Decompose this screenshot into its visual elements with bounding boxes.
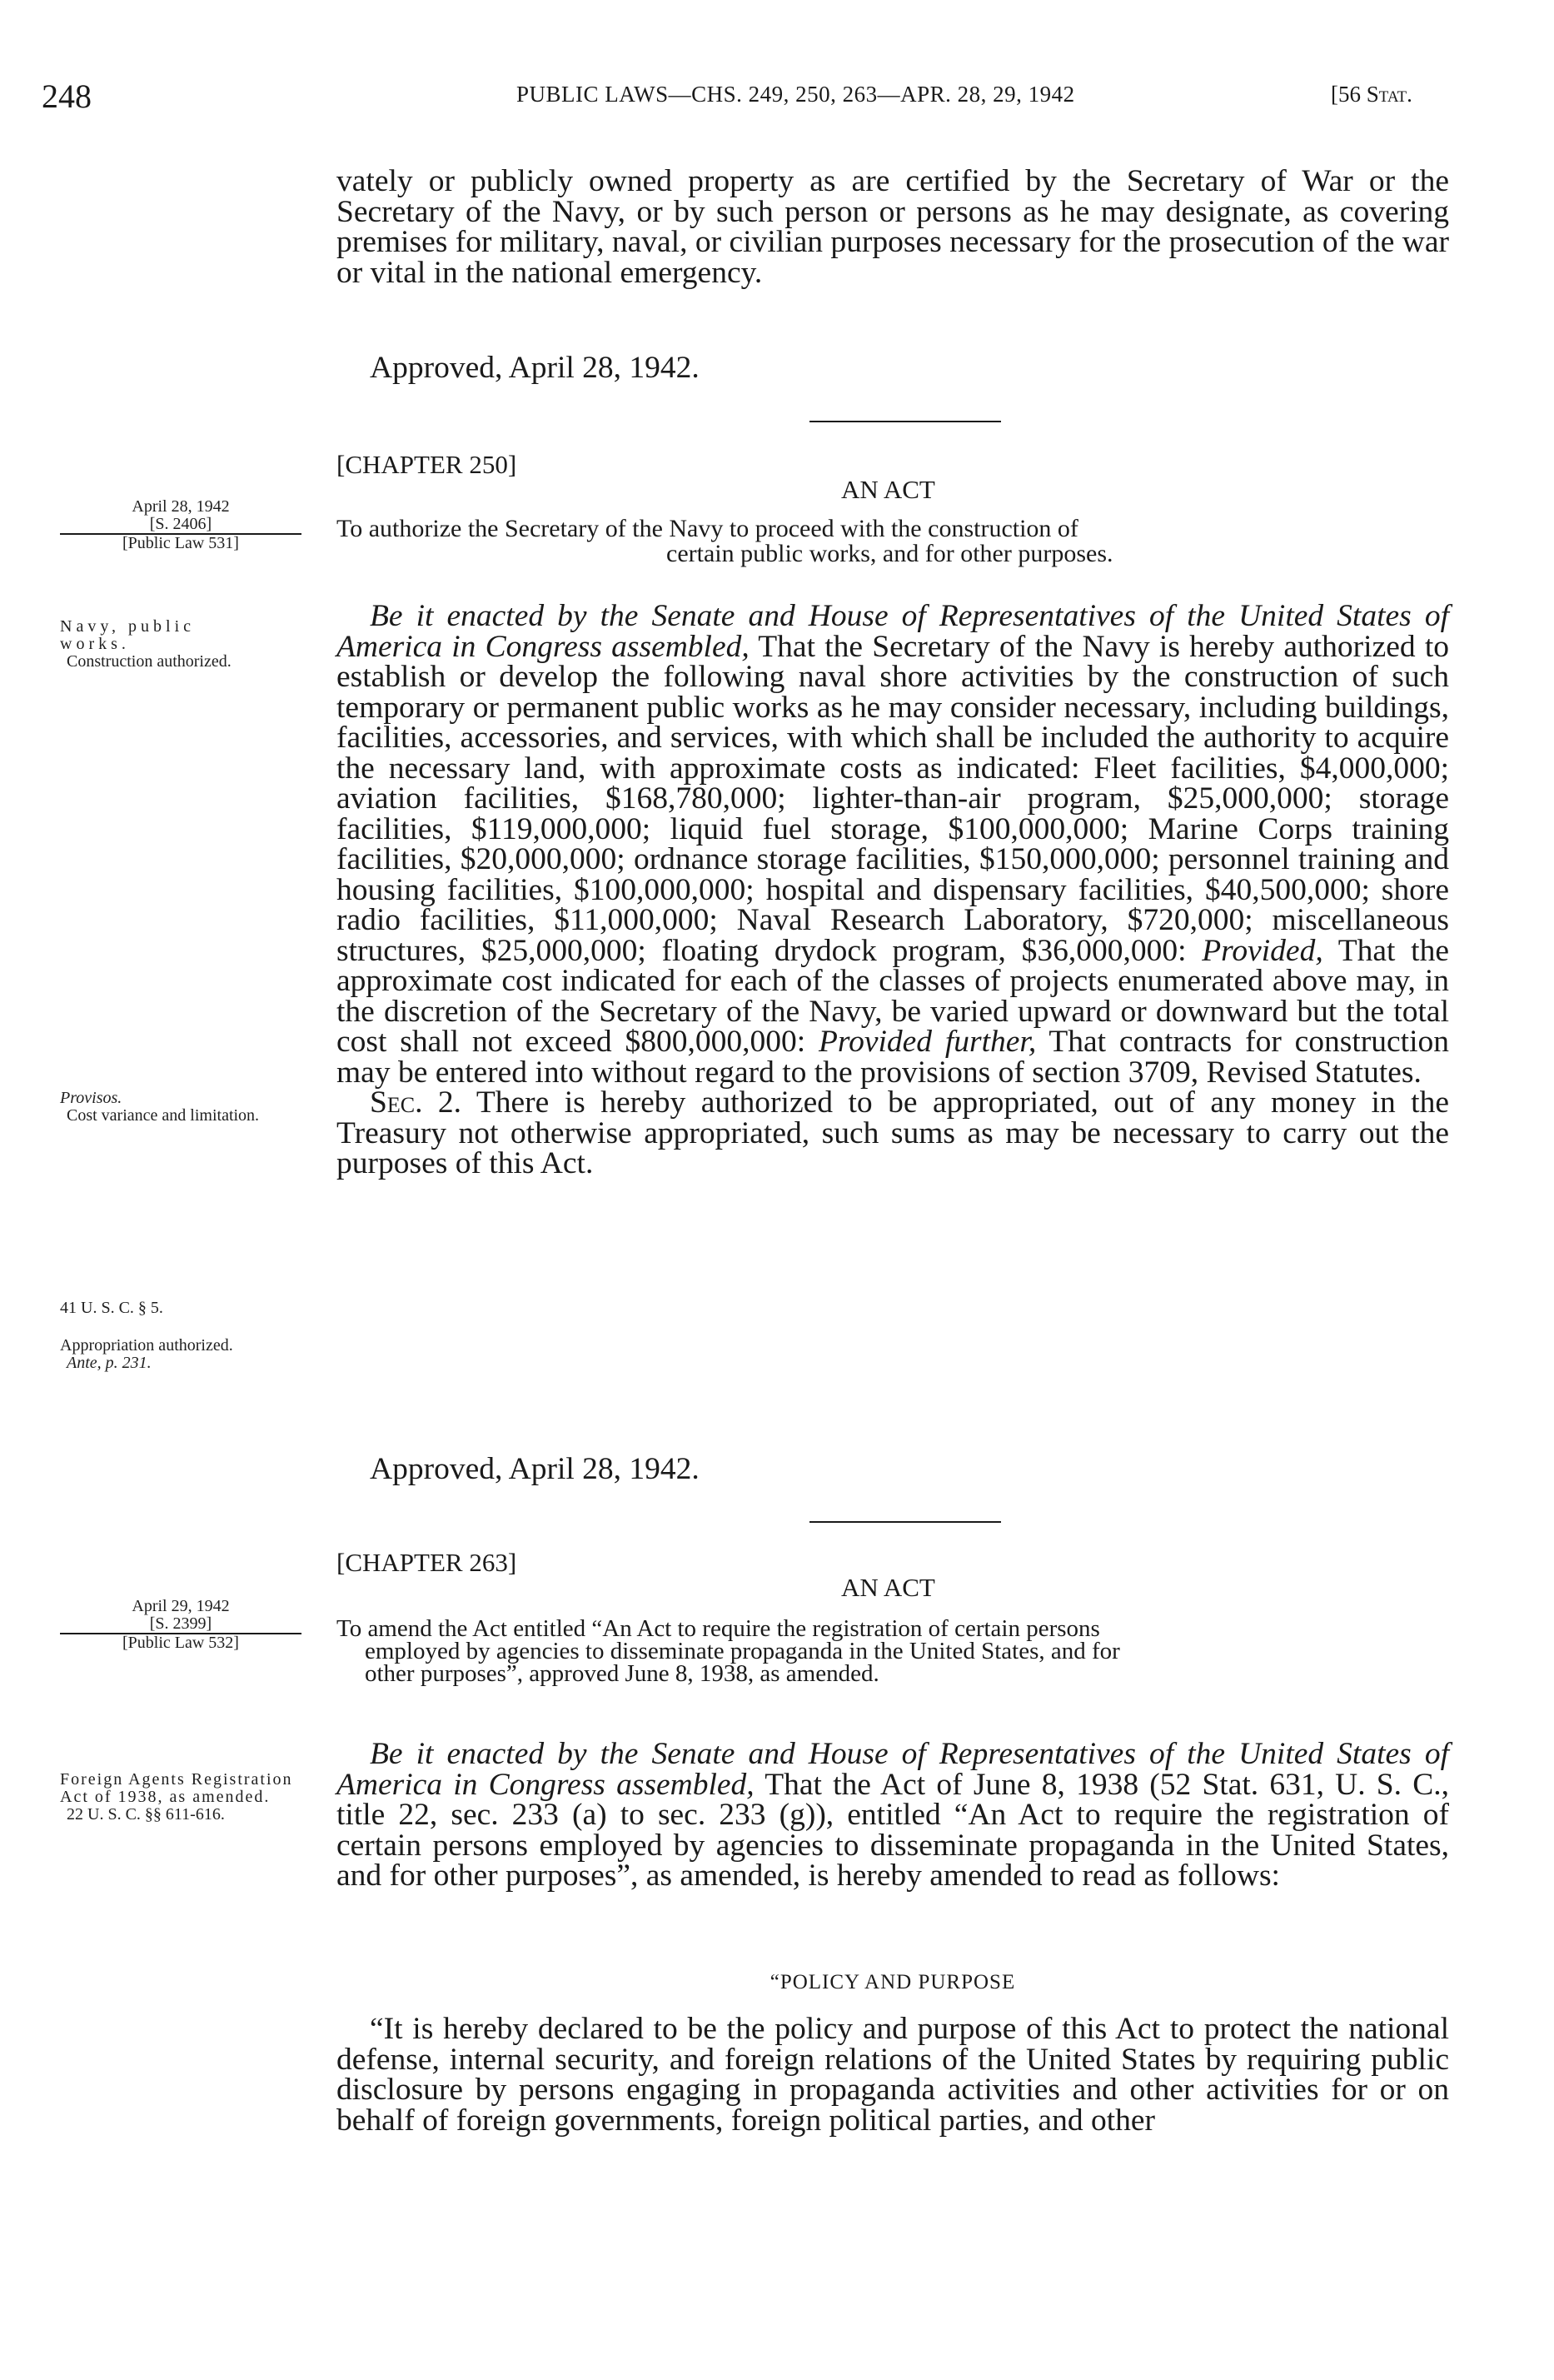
chapter-250-body: Be it enacted by the Senate and House of Representatives of the United States of America in Congress assembled, That the Secretary of the Navy is hereby authorized to establish or develop the following naval shore activities by the construction of such temporary or permanent public works as he may consider necessary, including buildings, facilities, accessories, and services, with which shall be included the authority to acquire the necessary land, with approximate costs as indicated: Fleet facilities, $4,000,000; aviation facilities, $168,780,000; lighter-than-air program, $25,000,000; storage facilities, $119,000,000; liquid fuel storage, $100,000,000; Marine Corps training facilities, $20,000,000; ordnance storage facilities, $150,000,000; personnel training and housing facilities, $100,000,000; hospital and dispensary facilities, $40,500,000; shore radio facilities, $11,000,000; Naval Research Laboratory, $720,000; miscellaneous structures, $25,000,000; floating drydock program, $36,000,000: Provided, That the approximate cost indicated for each of the classes of projects enumerated above may, in the discretion of the Secretary of the Navy, be varied upward or downward but the total cost shall not exceed $800,000,000: Provided further, That contracts for construction may be entered into without regard to the provisions of section 3709, Revised Statutes. Sec. 2. There is hereby authorized to be appropriated, out of any money in the Treasury not otherwise appropriated, such sums as may be necessary to carry out the purposes of this Act. (336, 599, 1450, 1180)
section-divider (809, 1521, 1001, 1523)
chapter-263-margin-citation: April 29, 1942 [S. 2399] [Public Law 532] (60, 1598, 301, 1652)
margin-note-navy-public-works: Navy, public works. Construction authorized. (60, 617, 232, 671)
chapter-263-body: Be it enacted by the Senate and House of Representatives of the United States of America in Congress assembled, That the Act of June 8, 1938 (52 Stat. 631, U. S. C., title 22, sec. 233 (a) to sec. 233 (g)), entitled “An Act to require the registration of certain persons employed by agencies to disseminate propaganda in the United States, and for other purposes”, as amended, is hereby amended to read as follows: (336, 1737, 1449, 1893)
chapter-250-act-title: AN ACT (841, 475, 935, 504)
section-divider (809, 421, 1001, 422)
chapter-250-purpose: To authorize the Secretary of the Navy to proceed with the construction of certain public works, and for other purposes. (336, 515, 1113, 567)
policy-and-purpose-text: “It is hereby declared to be the policy and purpose of this Act to protect the national defense, internal security, and foreign relations of the United States by requiring public disclosure by persons engaging in propaganda activities and other activities for or on behalf of foreign governments, foreign political parties, and other (336, 2012, 1449, 2138)
stat-reference: [56 Stat. (1331, 82, 1412, 107)
margin-note-foreign-agents: Foreign Agents Registration Act of 1938, as amended. 22 U. S. C. §§ 611-616. (60, 1770, 293, 1824)
chapter-263-label: [CHAPTER 263] (336, 1548, 517, 1577)
policy-and-purpose-heading: “POLICY AND PURPOSE (770, 1971, 1016, 1993)
page-number: 248 (42, 77, 92, 115)
chapter-263-act-title: AN ACT (841, 1573, 935, 1602)
chapter-250-label: [CHAPTER 250] (336, 450, 517, 479)
chapter-263-purpose: To amend the Act entitled “An Act to require the registration of certain persons employed by agencies to disseminate propaganda in the United States, and for other purposes”, approved June 8, 1938, as amended. (336, 1615, 1120, 1687)
margin-note-usc: 41 U. S. C. § 5. (60, 1299, 163, 1317)
running-title: PUBLIC LAWS—CHS. 249, 250, 263—APR. 28, 29, 1942 (516, 82, 1075, 107)
chapter-250-margin-citation: April 28, 1942 [S. 2406] [Public Law 531] (60, 498, 301, 552)
margin-note-appropriation: Appropriation authorized. Ante, p. 231. (60, 1336, 233, 1372)
continuation-text: vately or publicly owned property as are certified by the Secretary of War or the Secretary of the Navy, or by such person or persons as he may designate, as covering premises for military, naval, or civilian purposes necessary for the prosecution of the war or vital in the national emergency. (336, 164, 1449, 290)
approved-line-ch249: Approved, April 28, 1942. (370, 351, 700, 385)
approved-line-ch250: Approved, April 28, 1942. (370, 1452, 700, 1486)
margin-note-provisos: Provisos. Cost variance and limitation. (60, 1089, 260, 1125)
